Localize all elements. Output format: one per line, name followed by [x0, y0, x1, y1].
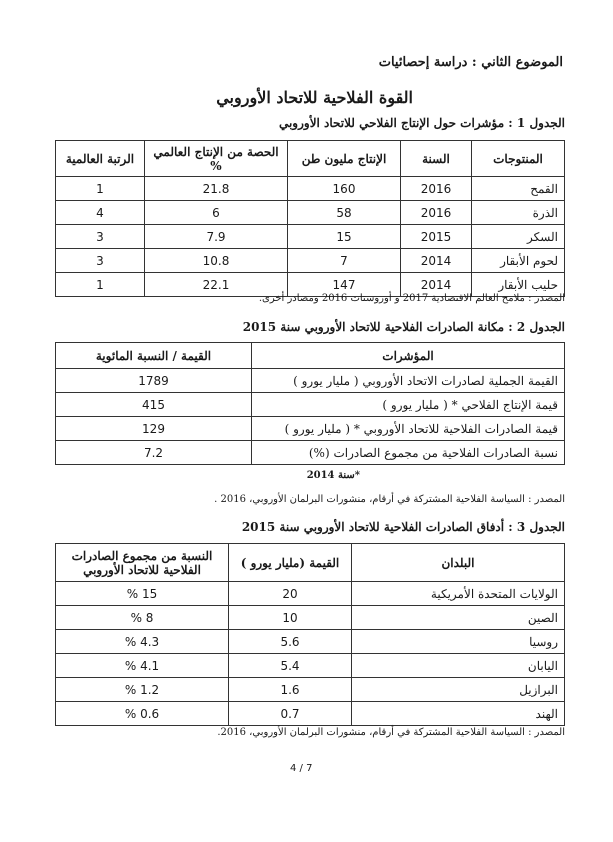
table3-source: المصدر : السياسة الفلاحية المشتركة في أرقام، منشورات البرلمان الأوروبي، 2016.: [217, 727, 565, 738]
value-cell: 7.2: [56, 441, 252, 465]
year-cell: 2015: [401, 225, 472, 249]
product-cell: القمح: [472, 177, 565, 201]
table1-header: السنة: [401, 141, 472, 177]
value-cell: 10: [229, 606, 352, 630]
table-row: [56, 249, 565, 273]
table1-header: الحصة من الإنتاج العالمي %: [145, 141, 288, 177]
table2-note: *سنة 2014: [306, 470, 360, 481]
table1-header: المنتوجات: [472, 141, 565, 177]
indicator-cell: نسبة الصادرات الفلاحية من مجموع الصادرات (%): [252, 441, 565, 465]
share-cell: 7.9: [145, 225, 288, 249]
year-cell: 2014: [401, 273, 472, 297]
topic-heading: الموضوع الثاني : دراسة إحصائيات: [378, 55, 563, 70]
table3-header: النسبة من مجموع الصادرات الفلاحية للاتحاد الأوروبي: [56, 544, 229, 582]
table-row: [56, 393, 565, 417]
table1: [55, 140, 565, 297]
page-title: القوة الفلاحية للاتحاد الأوروبي: [216, 88, 413, 107]
production-cell: 15: [288, 225, 401, 249]
rank-cell: 1: [56, 273, 145, 297]
rank-cell: 4: [56, 201, 145, 225]
year-cell: 2014: [401, 249, 472, 273]
production-cell: 147: [288, 273, 401, 297]
page-number: 7 / 4: [290, 763, 313, 774]
indicator-cell: قيمة الإنتاج الفلاحي * ( مليار يورو ): [252, 393, 565, 417]
product-cell: الذرة: [472, 201, 565, 225]
share-cell: 22.1: [145, 273, 288, 297]
table2-caption: الجدول 2 : مكانة الصادرات الفلاحية للاتحاد الأوروبي سنة 2015: [242, 320, 565, 334]
percent-cell: 8 %: [56, 606, 229, 630]
table1-source: المصدر : ملامح العالم الاقتصادية 2017 و أوروستات 2016 ومصادر أخرى.: [258, 293, 565, 304]
table1-header: الإنتاج مليون طن: [288, 141, 401, 177]
table3-header: البلدان: [352, 544, 565, 582]
table2: [55, 342, 565, 465]
country-cell: البرازيل: [352, 678, 565, 702]
percent-cell: 0.6 %: [56, 702, 229, 726]
table-row: [56, 225, 565, 249]
production-cell: 160: [288, 177, 401, 201]
product-cell: حليب الأبقار: [472, 273, 565, 297]
rank-cell: 1: [56, 177, 145, 201]
table-row: [56, 417, 565, 441]
table1-header: الرتبة العالمية: [56, 141, 145, 177]
indicator-cell: القيمة الجملية لصادرات الاتحاد الأوروبي ( مليار يورو ): [252, 369, 565, 393]
value-cell: 5.4: [229, 654, 352, 678]
table-row: [56, 678, 565, 702]
share-cell: 10.8: [145, 249, 288, 273]
product-cell: السكر: [472, 225, 565, 249]
product-cell: لحوم الأبقار: [472, 249, 565, 273]
year-cell: 2016: [401, 177, 472, 201]
percent-cell: 4.1 %: [56, 654, 229, 678]
share-cell: 6: [145, 201, 288, 225]
table-row: [56, 582, 565, 606]
table3-caption: الجدول 3 : أدفاق الصادرات الفلاحية للاتحاد الأوروبي سنة 2015: [241, 520, 565, 534]
table-row: [56, 654, 565, 678]
value-cell: 20: [229, 582, 352, 606]
table2-header: القيمة / النسبة المائوية: [56, 343, 252, 369]
year-cell: 2016: [401, 201, 472, 225]
table3: [55, 543, 565, 726]
table-row: [56, 606, 565, 630]
table2-header: المؤشرات: [252, 343, 565, 369]
table2-source: المصدر : السياسة الفلاحية المشتركة في أرقام، منشورات البرلمان الأوروبي، 2016 .: [214, 494, 565, 505]
percent-cell: 15 %: [56, 582, 229, 606]
table-row: [56, 177, 565, 201]
rank-cell: 3: [56, 249, 145, 273]
share-cell: 21.8: [145, 177, 288, 201]
value-cell: 415: [56, 393, 252, 417]
country-cell: اليابان: [352, 654, 565, 678]
value-cell: 5.6: [229, 630, 352, 654]
rank-cell: 3: [56, 225, 145, 249]
indicator-cell: قيمة الصادرات الفلاحية للاتحاد الأوروبي * ( مليار يورو ): [252, 417, 565, 441]
value-cell: 129: [56, 417, 252, 441]
table-row: [56, 702, 565, 726]
production-cell: 58: [288, 201, 401, 225]
table1-caption: الجدول 1 : مؤشرات حول الإنتاج الفلاحي للاتحاد الأوروبي: [278, 116, 565, 130]
country-cell: الولايات المتحدة الأمريكية: [352, 582, 565, 606]
table3-header: القيمة (مليار يورو ): [229, 544, 352, 582]
value-cell: 1.6: [229, 678, 352, 702]
production-cell: 7: [288, 249, 401, 273]
country-cell: الهند: [352, 702, 565, 726]
value-cell: 1789: [56, 369, 252, 393]
table-row: [56, 630, 565, 654]
table-row: [56, 369, 565, 393]
country-cell: الصين: [352, 606, 565, 630]
table-row: [56, 441, 565, 465]
percent-cell: 1.2 %: [56, 678, 229, 702]
value-cell: 0.7: [229, 702, 352, 726]
table-row: [56, 201, 565, 225]
country-cell: روسيا: [352, 630, 565, 654]
percent-cell: 4.3 %: [56, 630, 229, 654]
